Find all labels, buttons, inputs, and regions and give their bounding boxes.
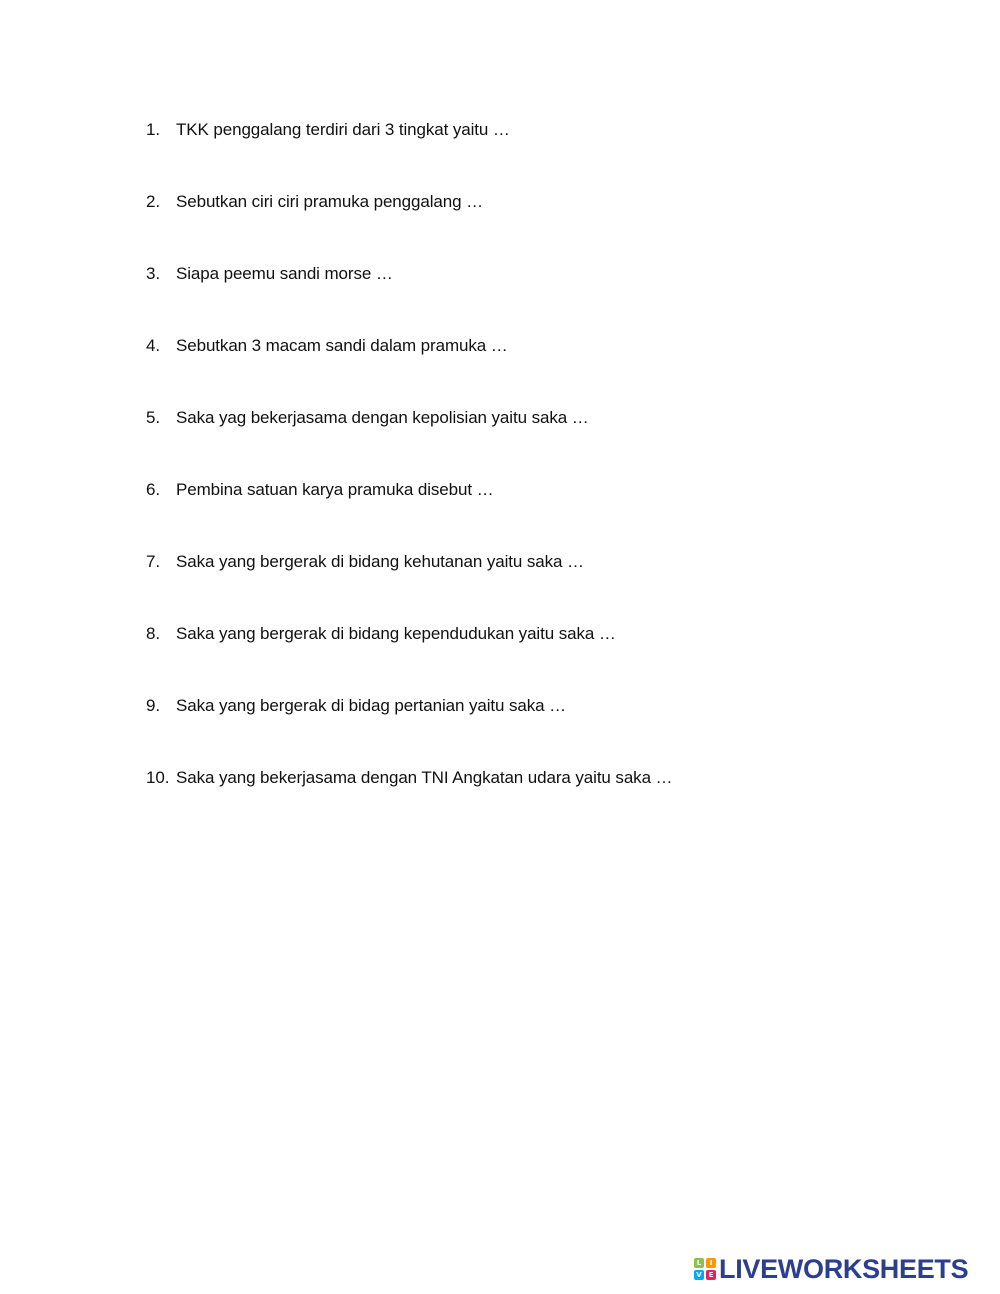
question-number: 10. — [146, 768, 170, 787]
question-number: 9. — [146, 696, 160, 715]
question-text: Sebutkan ciri ciri pramuka penggalang … — [176, 192, 483, 211]
question-text: Pembina satuan karya pramuka disebut … — [176, 480, 494, 499]
question-text: TKK penggalang terdiri dari 3 tingkat yaitu … — [176, 120, 510, 139]
question-item — [146, 334, 672, 406]
question-text: Saka yag bekerjasama dengan kepolisian yaitu saka … — [176, 408, 589, 427]
question-number: 1. — [146, 120, 160, 139]
question-number: 6. — [146, 480, 160, 499]
question-list — [146, 118, 672, 838]
question-item — [146, 118, 672, 190]
liveworksheets-logo — [694, 1254, 968, 1284]
question-item — [146, 694, 672, 766]
question-text: Saka yang bergerak di bidang kehutanan yaitu saka … — [176, 552, 584, 571]
logo-badge-icon — [694, 1258, 716, 1280]
question-item — [146, 262, 672, 334]
question-number: 2. — [146, 192, 160, 211]
question-text: Saka yang bergerak di bidang kependudukan yaitu saka … — [176, 624, 616, 643]
question-number: 5. — [146, 408, 160, 427]
logo-badge-cell: L — [694, 1258, 704, 1268]
question-item — [146, 550, 672, 622]
question-item — [146, 190, 672, 262]
question-item — [146, 766, 672, 838]
question-number: 8. — [146, 624, 160, 643]
question-number: 4. — [146, 336, 160, 355]
logo-wordmark: LIVEWORKSHEETS — [719, 1254, 969, 1284]
question-item — [146, 478, 672, 550]
question-text: Saka yang bekerjasama dengan TNI Angkatan udara yaitu saka … — [176, 768, 673, 787]
question-number: 7. — [146, 552, 160, 571]
logo-badge-cell: E — [706, 1270, 716, 1280]
question-text: Siapa peemu sandi morse … — [176, 264, 393, 283]
question-item — [146, 406, 672, 478]
question-text: Sebutkan 3 macam sandi dalam pramuka … — [176, 336, 508, 355]
logo-badge-cell: I — [706, 1258, 716, 1268]
question-text: Saka yang bergerak di bidag pertanian yaitu saka … — [176, 696, 567, 715]
logo-badge-cell: V — [694, 1270, 704, 1280]
question-item — [146, 622, 672, 694]
question-number: 3. — [146, 264, 160, 283]
